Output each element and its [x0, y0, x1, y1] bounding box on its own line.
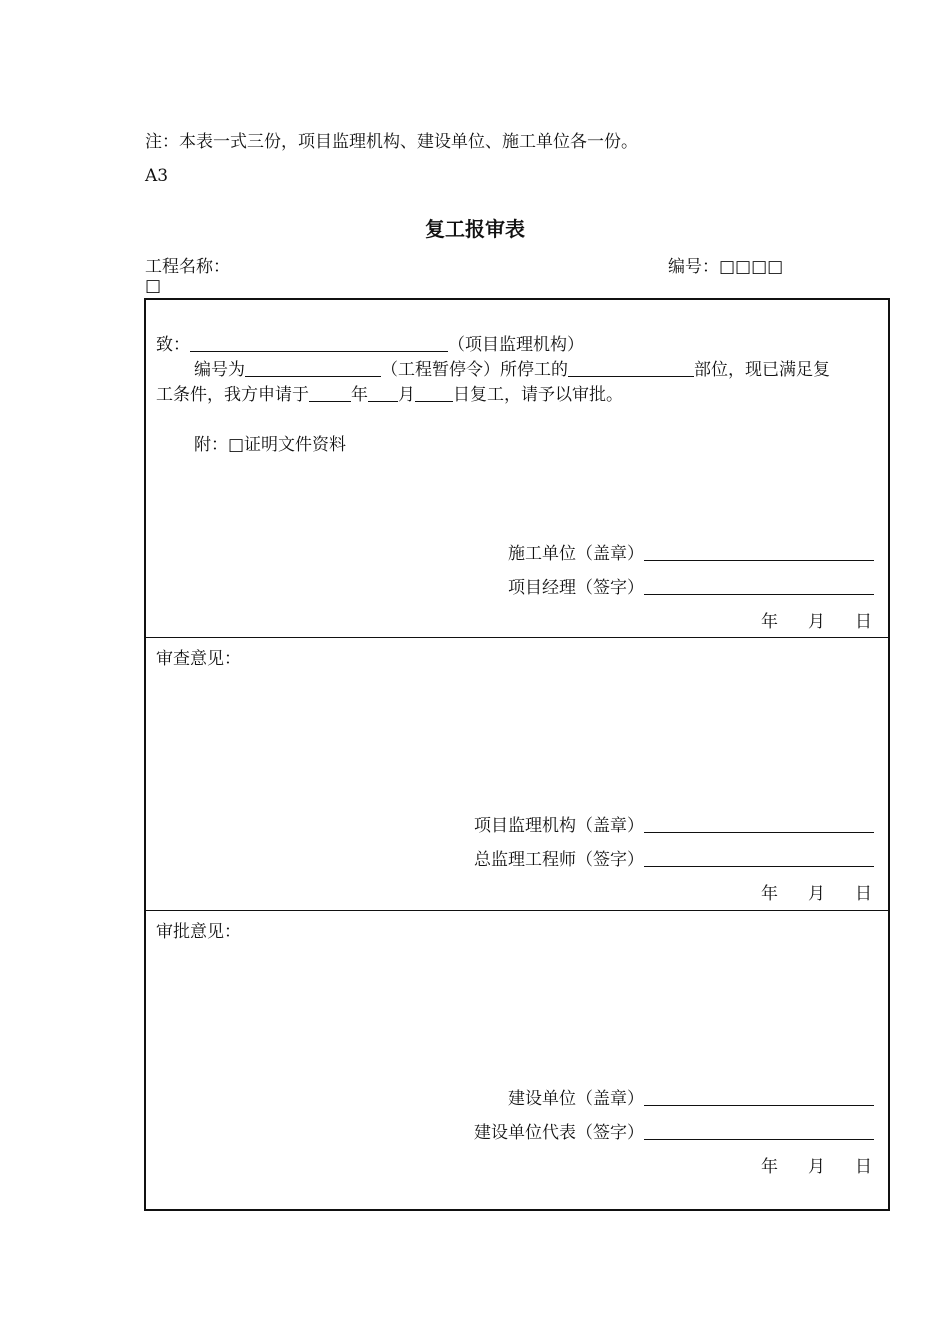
- owner-rep-sign-blank[interactable]: [644, 1122, 874, 1140]
- chief-engineer-sign-label: 总监理工程师（签字）: [474, 850, 644, 870]
- date-year: 年: [761, 1157, 778, 1177]
- owner-seal-blank[interactable]: [644, 1088, 874, 1106]
- manager-sign-label: 项目经理（签字）: [508, 578, 644, 598]
- footnote: 注：本表一式三份，项目监理机构、建设单位、施工单位各一份。: [145, 132, 638, 152]
- part-suffix: 部位，现已满足复: [694, 360, 830, 380]
- date-day: 日: [855, 612, 872, 632]
- checkbox-glyph: □: [145, 276, 162, 296]
- resume-suffix: 日复工，请予以审批。: [453, 385, 623, 405]
- order-number-blank[interactable]: [245, 359, 381, 377]
- date-row: [761, 607, 872, 632]
- approval-section: [146, 910, 888, 1210]
- date-day: 日: [855, 884, 872, 904]
- addressee-suffix: （项目监理机构）: [448, 335, 584, 355]
- date-month: 月: [808, 612, 825, 632]
- date-month: 月: [808, 1157, 825, 1177]
- supervisor-seal-label: 项目监理机构（盖章）: [474, 816, 644, 836]
- supervisor-seal-row: [474, 811, 874, 836]
- form-code: A3: [145, 166, 169, 186]
- date-month: 月: [808, 884, 825, 904]
- year-label: 年: [351, 385, 368, 405]
- owner-rep-sign-row: [474, 1118, 874, 1143]
- number-prefix: 编号为: [194, 360, 245, 380]
- addressee-blank[interactable]: [190, 334, 448, 352]
- month-blank[interactable]: [368, 384, 398, 402]
- addressee-line: [156, 330, 584, 355]
- date-day: 日: [855, 1157, 872, 1177]
- form-title: 复工报审表: [425, 217, 525, 241]
- contractor-seal-row: [508, 539, 874, 564]
- contractor-seal-blank[interactable]: [644, 543, 874, 561]
- form-number-label: 编号：□□□□: [668, 257, 784, 277]
- day-blank[interactable]: [415, 384, 453, 402]
- date-year: 年: [761, 884, 778, 904]
- contractor-seal-label: 施工单位（盖章）: [508, 544, 644, 564]
- supervisor-seal-blank[interactable]: [644, 815, 874, 833]
- review-section: [146, 637, 888, 911]
- application-section: [146, 300, 888, 637]
- chief-engineer-sign-blank[interactable]: [644, 849, 874, 867]
- approval-heading: 审批意见：: [156, 922, 241, 942]
- order-mid-text: （工程暂停令）所停工的: [381, 360, 568, 380]
- resume-prefix: 工条件，我方申请于: [156, 385, 309, 405]
- owner-rep-sign-label: 建设单位代表（签字）: [474, 1123, 644, 1143]
- attachment-line: 附：□证明文件资料: [194, 435, 347, 455]
- date-row: [761, 1152, 872, 1177]
- form-table: [144, 298, 890, 1211]
- year-blank[interactable]: [309, 384, 351, 402]
- to-label: 致：: [156, 335, 190, 355]
- owner-seal-label: 建设单位（盖章）: [508, 1089, 644, 1109]
- manager-sign-blank[interactable]: [644, 577, 874, 595]
- part-blank[interactable]: [568, 359, 694, 377]
- date-year: 年: [761, 612, 778, 632]
- manager-sign-row: [508, 573, 874, 598]
- chief-engineer-sign-row: [474, 845, 874, 870]
- month-label: 月: [398, 385, 415, 405]
- review-heading: 审查意见：: [156, 649, 241, 669]
- project-name-label: 工程名称：: [145, 257, 230, 277]
- request-line-2: [156, 380, 623, 405]
- date-row: [761, 879, 872, 904]
- owner-seal-row: [508, 1084, 874, 1109]
- request-line-1: [194, 355, 830, 380]
